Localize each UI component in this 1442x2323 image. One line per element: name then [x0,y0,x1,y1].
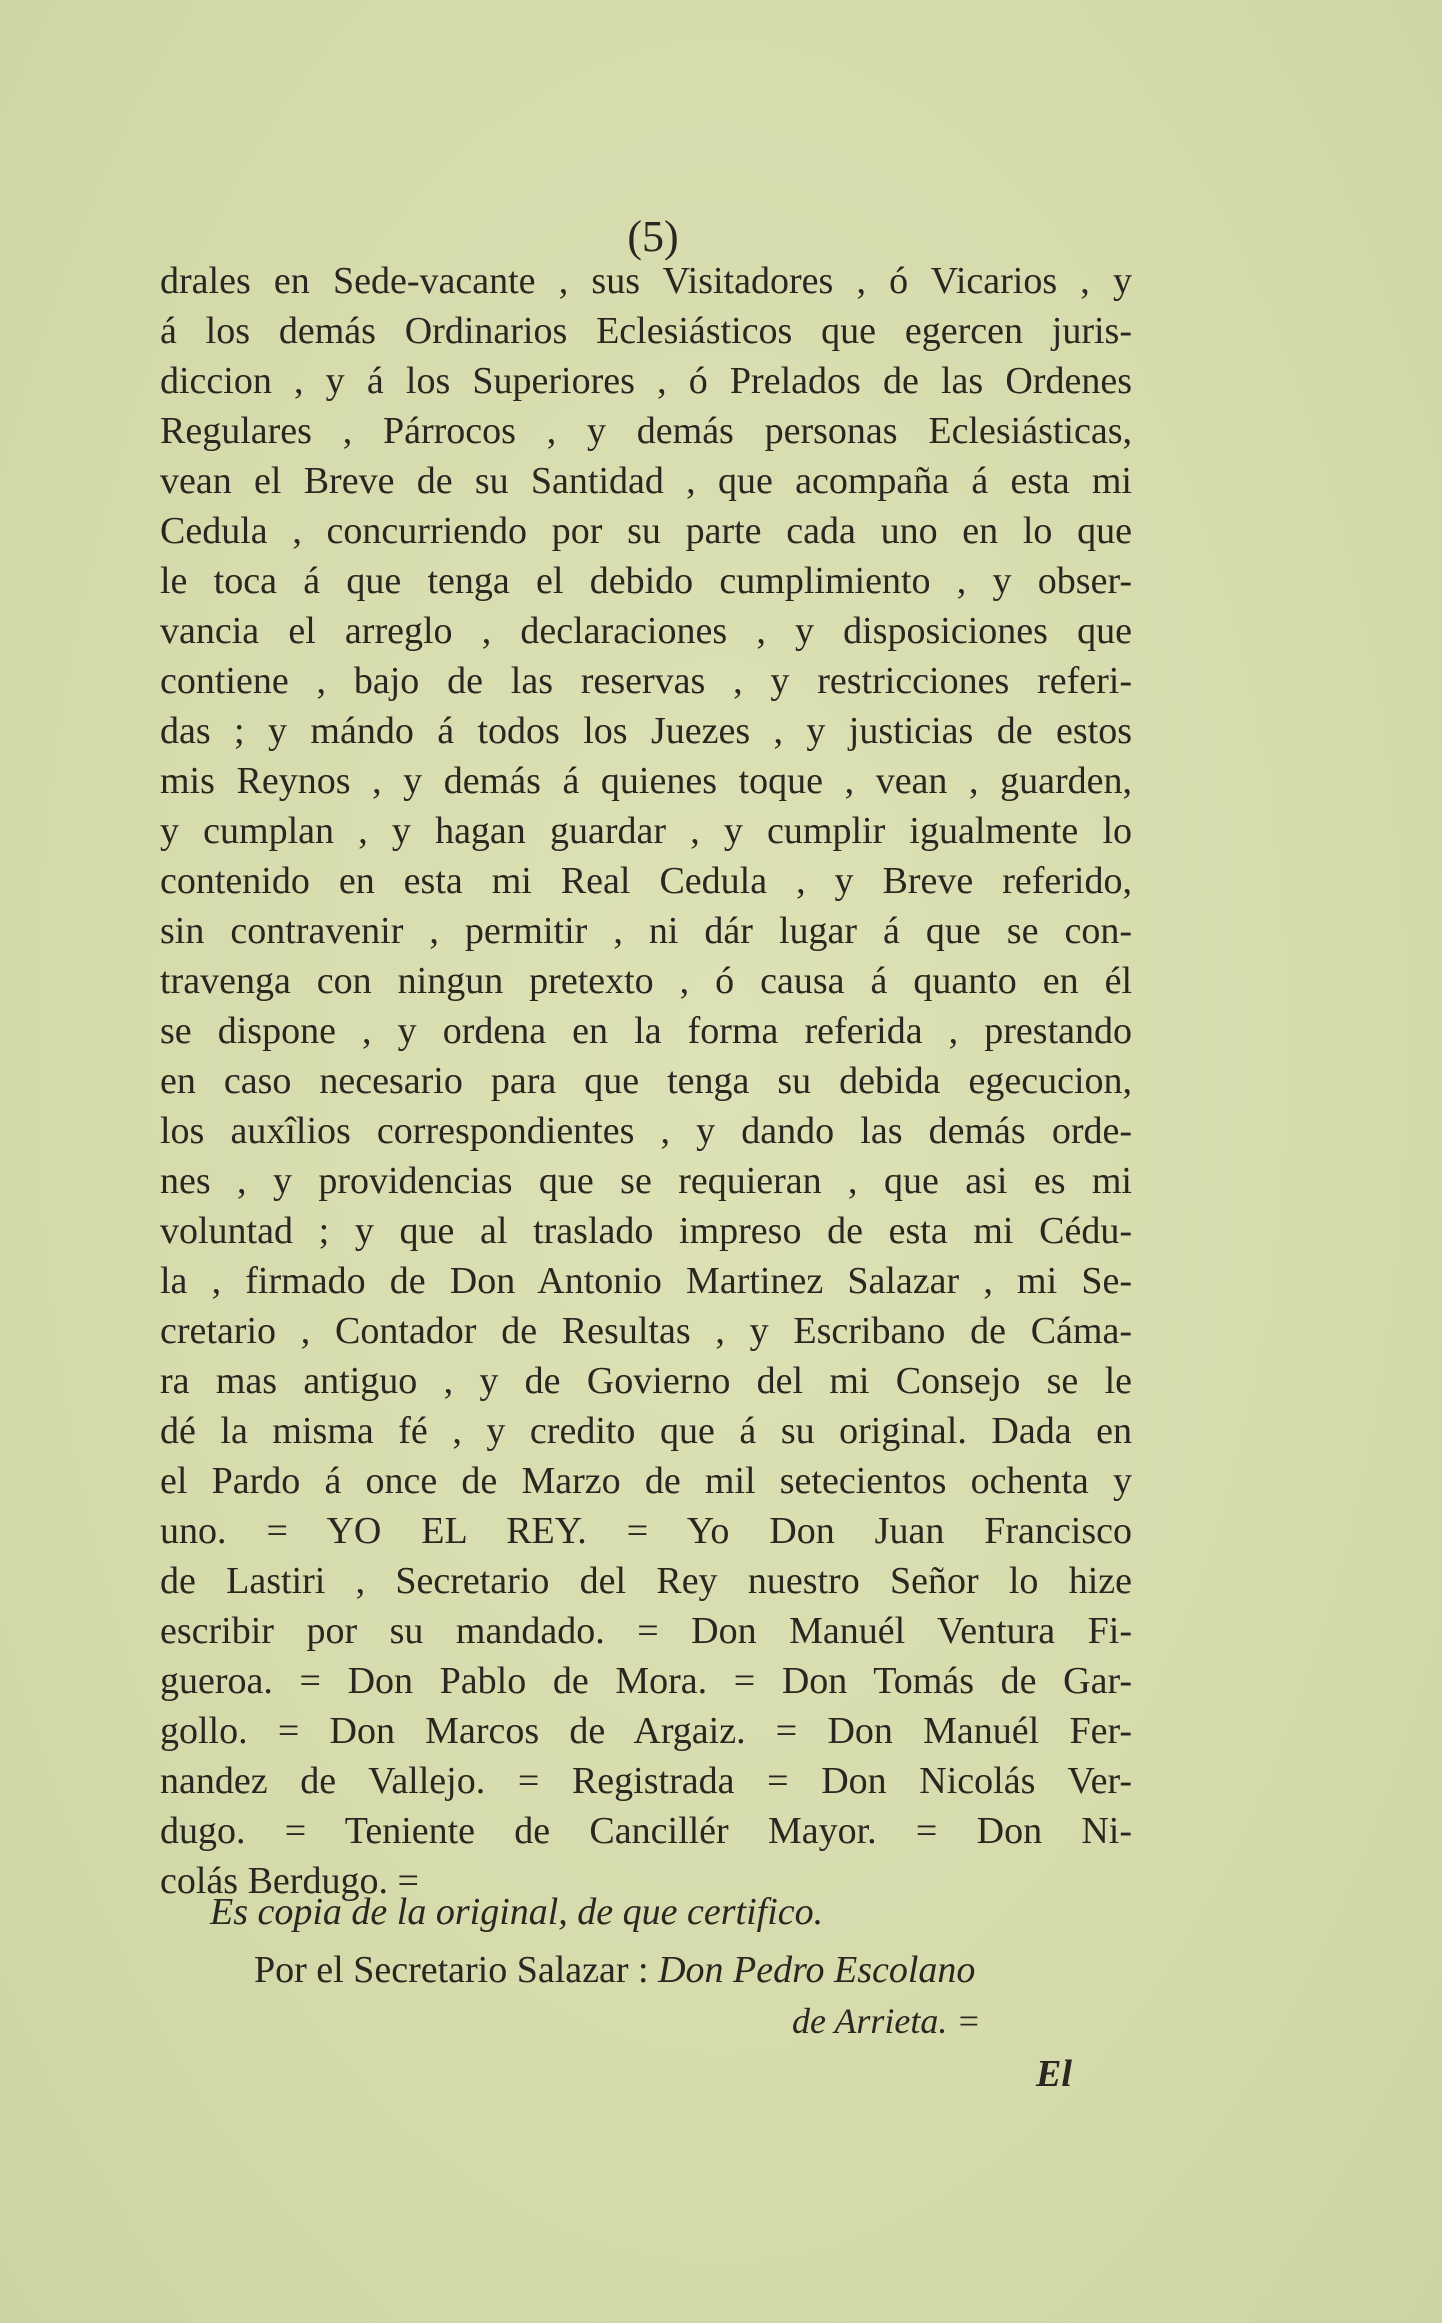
certification-line: Es copia de la original, de que certifico. [210,1891,824,1933]
text-line: ra mas antiguo , y de Govierno del mi Consejo se le [160,1360,1132,1402]
text-line: Regulares , Párrocos , y demás personas Eclesiásticas, [160,410,1132,452]
text-line: la , firmado de Don Antonio Martinez Salazar , mi Se- [160,1260,1132,1302]
text-line: los auxîlios correspondientes , y dando las demás orde- [160,1110,1132,1152]
page-number: (5) [627,212,679,261]
body-text [160,256,1132,1906]
text-line: contenido en esta mi Real Cedula , y Breve referido, [160,860,1132,902]
text-line: vancia el arreglo , declaraciones , y disposiciones que [160,610,1132,652]
text-line: travenga con ningun pretexto , ó causa á quanto en él [160,960,1132,1002]
text-line: dé la misma fé , y credito que á su original. Dada en [160,1410,1132,1452]
text-line: gollo. = Don Marcos de Argaiz. = Don Manuél Fer- [160,1710,1132,1752]
secretary-name: Don Pedro Escolano [658,1949,976,1991]
text-line: dugo. = Teniente de Cancillér Mayor. = Don Ni- [160,1810,1132,1852]
text-line: se dispone , y ordena en la forma referida , prestando [160,1010,1132,1052]
text-line: contiene , bajo de las reservas , y restricciones referi- [160,660,1132,702]
text-line: cretario , Contador de Resultas , y Escribano de Cáma- [160,1310,1132,1352]
catchword: El [1036,2053,1072,2095]
secretary-prefix: Por el Secretario Salazar : [254,1949,649,1991]
text-line: diccion , y á los Superiores , ó Prelados de las Ordenes [160,360,1132,402]
text-line: nes , y providencias que se requieran , que asi es mi [160,1160,1132,1202]
text-line: colás Berdugo. = [160,1860,419,1902]
text-line: escribir por su mandado. = Don Manuél Ventura Fi- [160,1610,1132,1652]
secretary-line [254,1948,975,1992]
text-line: á los demás Ordinarios Eclesiásticos que egercen juris- [160,310,1132,352]
text-line: voluntad ; y que al traslado impreso de esta mi Cédu- [160,1210,1132,1252]
secretary-name-continued: de Arrieta. = [792,2001,981,2041]
text-line: le toca á que tenga el debido cumplimiento , y obser- [160,560,1132,602]
text-line: en caso necesario para que tenga su debida egecucion, [160,1060,1132,1102]
text-line: el Pardo á once de Marzo de mil setecientos ochenta y [160,1460,1132,1502]
text-line: uno. = YO EL REY. = Yo Don Juan Francisco [160,1510,1132,1552]
text-line: vean el Breve de su Santidad , que acompaña á esta mi [160,460,1132,502]
text-line: nandez de Vallejo. = Registrada = Don Nicolás Ver- [160,1760,1132,1802]
text-line: de Lastiri , Secretario del Rey nuestro Señor lo hize [160,1560,1132,1602]
text-line: mis Reynos , y demás á quienes toque , vean , guarden, [160,760,1132,802]
text-line: Cedula , concurriendo por su parte cada uno en lo que [160,510,1132,552]
text-line: das ; y mándo á todos los Juezes , y justicias de estos [160,710,1132,752]
text-line: drales en Sede-vacante , sus Visitadores , ó Vicarios , y [160,260,1132,302]
text-line: y cumplan , y hagan guardar , y cumplir igualmente lo [160,810,1132,852]
text-line: sin contravenir , permitir , ni dár lugar á que se con- [160,910,1132,952]
text-line: gueroa. = Don Pablo de Mora. = Don Tomás de Gar- [160,1660,1132,1702]
